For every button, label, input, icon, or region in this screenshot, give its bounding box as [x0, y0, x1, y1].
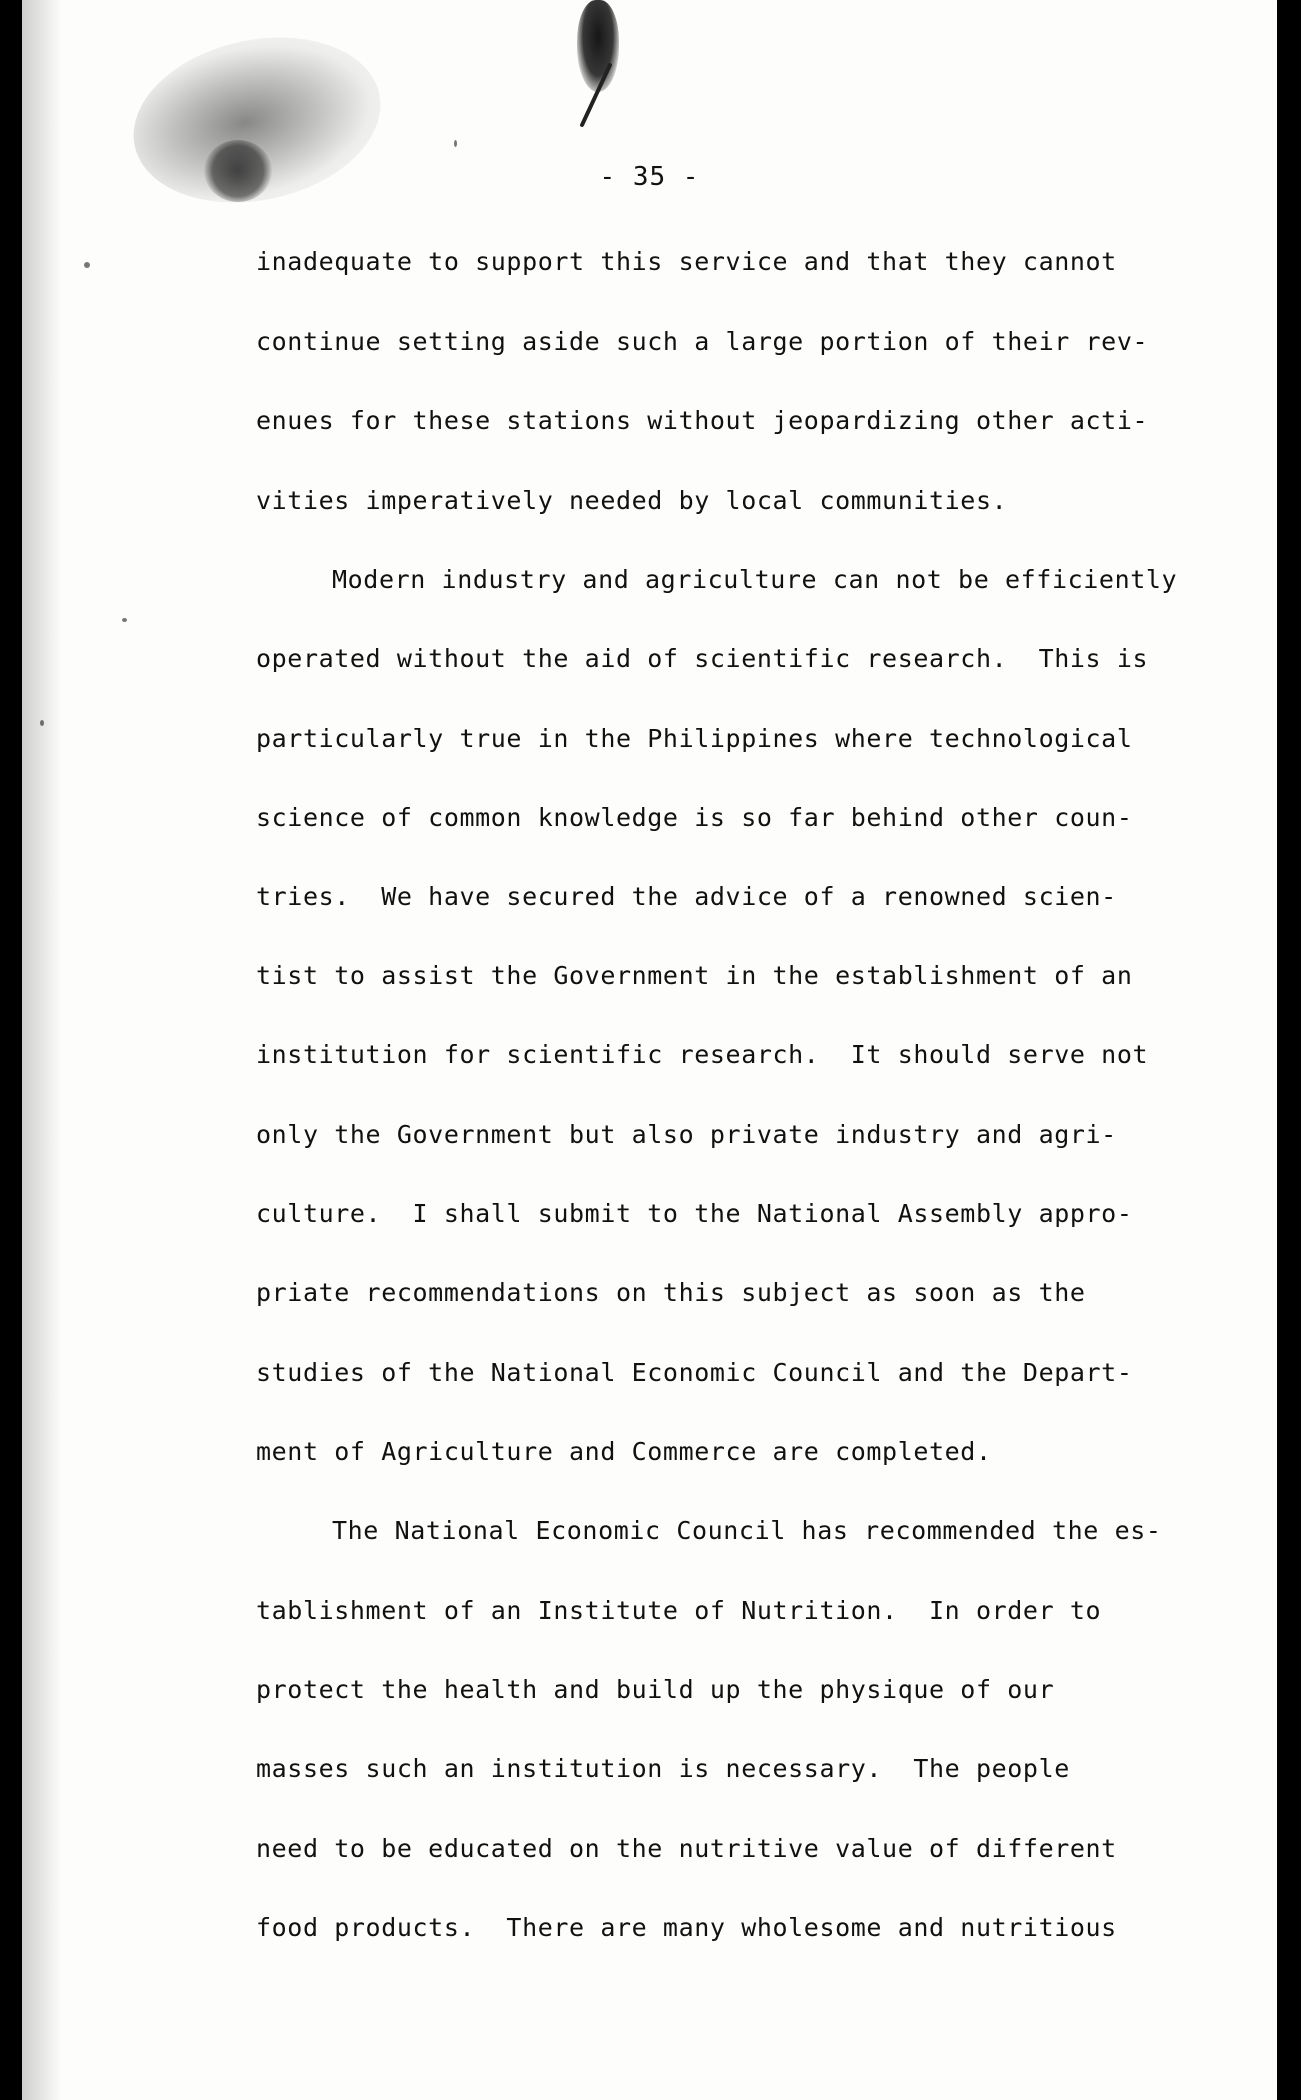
- text-line: continue setting aside such a large portion of their rev-: [256, 327, 1149, 356]
- text-line: operated without the aid of scientific research. This is: [256, 644, 1149, 673]
- text-line: ment of Agriculture and Commerce are completed.: [256, 1437, 992, 1466]
- text-line: priate recommendations on this subject as soon as the: [256, 1278, 1086, 1307]
- text-line: vities imperatively needed by local communities.: [256, 486, 1008, 515]
- text-line: food products. There are many wholesome and nutritious: [256, 1913, 1117, 1942]
- text-line: The National Economic Council has recommended the es-: [332, 1516, 1162, 1545]
- text-line: tablishment of an Institute of Nutrition. In order to: [256, 1596, 1102, 1625]
- page-edge-shadow: [22, 0, 62, 2100]
- page-number: - 35 -: [599, 162, 700, 192]
- text-line: protect the health and build up the physique of our: [256, 1675, 1055, 1704]
- text-line: Modern industry and agriculture can not be efficiently: [332, 565, 1178, 594]
- text-line: only the Government but also private industry and agri-: [256, 1120, 1117, 1149]
- text-line: tist to assist the Government in the establishment of an: [256, 961, 1133, 990]
- speck: [454, 140, 457, 147]
- ink-smudge: [118, 16, 396, 224]
- document-page: [22, 0, 1277, 2100]
- text-line: inadequate to support this service and that they cannot: [256, 247, 1117, 276]
- speck: [122, 618, 127, 622]
- text-line: masses such an institution is necessary. The people: [256, 1754, 1070, 1783]
- text-line: particularly true in the Philippines where technological: [256, 724, 1133, 753]
- text-line: need to be educated on the nutritive value of different: [256, 1834, 1117, 1863]
- text-line: enues for these stations without jeopardizing other acti-: [256, 406, 1149, 435]
- ink-blot: [577, 0, 619, 92]
- text-line: science of common knowledge is so far behind other coun-: [256, 803, 1133, 832]
- text-line: tries. We have secured the advice of a renowned scien-: [256, 882, 1117, 911]
- pen-mark: [579, 62, 612, 127]
- text-line: studies of the National Economic Council and the Depart-: [256, 1358, 1133, 1387]
- speck: [84, 262, 90, 268]
- text-line: institution for scientific research. It should serve not: [256, 1040, 1149, 1069]
- text-line: culture. I shall submit to the National Assembly appro-: [256, 1199, 1133, 1228]
- speck: [40, 720, 44, 726]
